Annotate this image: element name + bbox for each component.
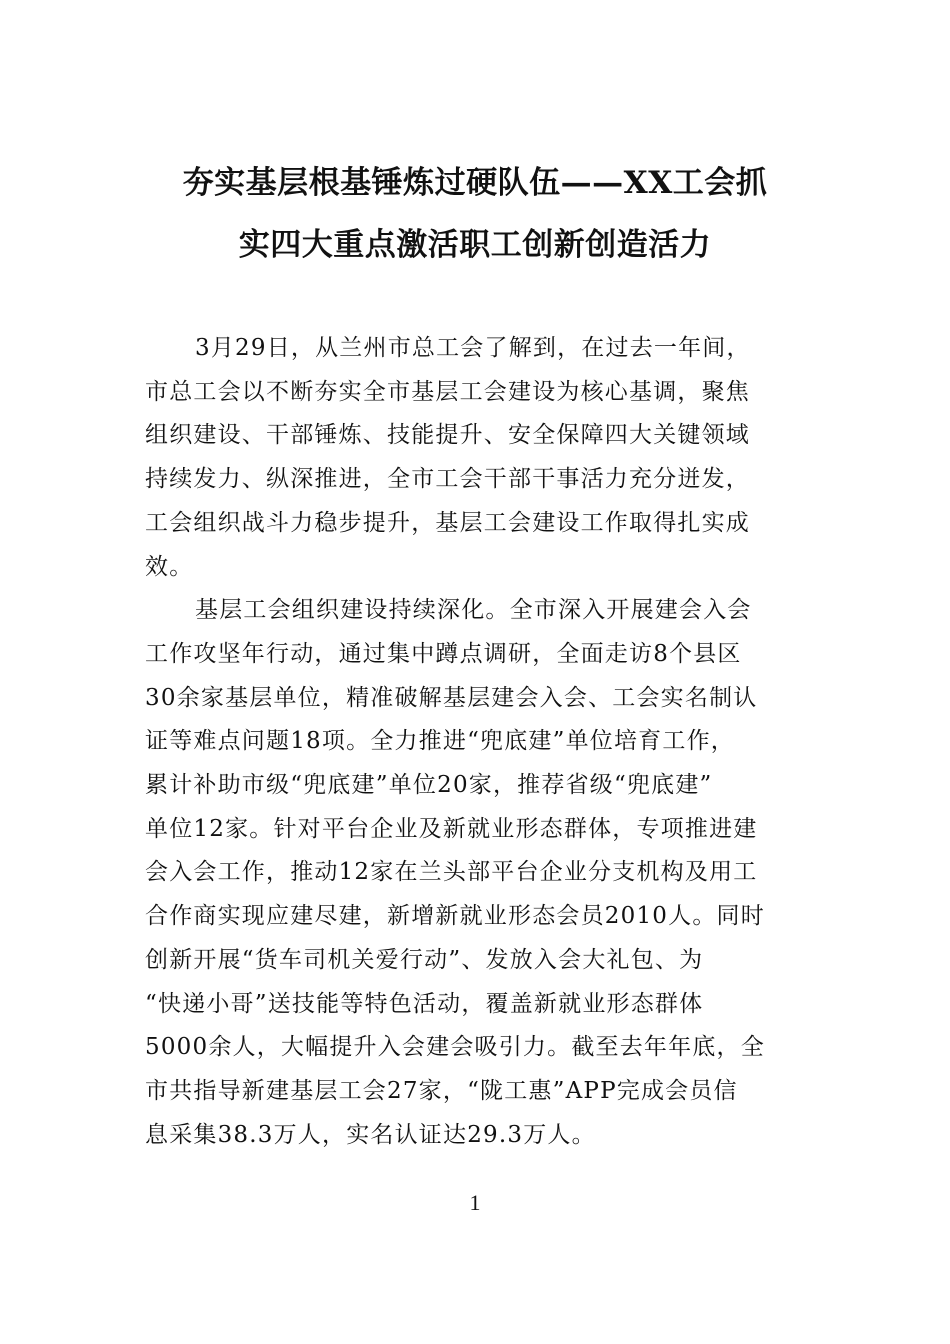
- text-line: 创新开展“货车司机关爱行动”、发放入会大礼包、为: [145, 946, 704, 973]
- text-line: 效。: [145, 553, 194, 580]
- text-line: 3月29日，从兰州市总工会了解到，在过去一年间，: [195, 335, 751, 361]
- document-body: [145, 327, 805, 1157]
- text-line: 合作商实现应建尽建，新增新就业形态会员2010人。同时: [145, 903, 765, 930]
- text-line: 证等难点问题18项。全力推进“兜底建”单位培育工作，: [145, 728, 735, 755]
- title-line: 夯实基层根基锤炼过硬队伍——XX工会抓: [182, 165, 768, 201]
- page-number: 1: [469, 1190, 481, 1215]
- text-line: 工作攻坚年行动，通过集中蹲点调研，全面走访8个县区: [145, 640, 742, 667]
- text-line: “快递小哥”送技能等特色活动，覆盖新就业形态群体: [145, 990, 704, 1017]
- text-line: 累计补助市级“兜底建”单位20家，推荐省级“兜底建”: [145, 772, 713, 799]
- text-line: 单位12家。针对平台企业及新就业形态群体，专项推进建: [145, 815, 758, 842]
- text-line: 持续发力、纵深推进，全市工会干部干事活力充分迸发，: [145, 466, 750, 493]
- text-line: 市共指导新建基层工会27家，“陇工惠”APP完成会员信: [145, 1077, 738, 1104]
- text-line: 工会组织战斗力稳步提升，基层工会建设工作取得扎实成: [145, 509, 750, 536]
- text-line: 基层工会组织建设持续深化。全市深入开展建会入会: [195, 597, 752, 624]
- text-line: 市总工会以不断夯实全市基层工会建设为核心基调，聚焦: [145, 378, 750, 405]
- text-line: 30余家基层单位，精准破解基层建会入会、工会实名制认: [145, 684, 758, 711]
- text-line: 5000余人，大幅提升入会建会吸引力。截至去年年底，全: [145, 1034, 765, 1061]
- title-line: 实四大重点激活职工创新创造活力: [238, 227, 712, 263]
- document-title: [130, 152, 820, 276]
- paragraph-1: [145, 327, 805, 589]
- text-line: 息采集38.3万人，实名认证达29.3万人。: [145, 1121, 596, 1148]
- text-line: 组织建设、干部锤炼、技能提升、安全保障四大关键领域: [145, 422, 750, 449]
- paragraph-2: [145, 589, 805, 1157]
- text-line: 会入会工作，推动12家在兰头部平台企业分支机构及用工: [145, 859, 758, 886]
